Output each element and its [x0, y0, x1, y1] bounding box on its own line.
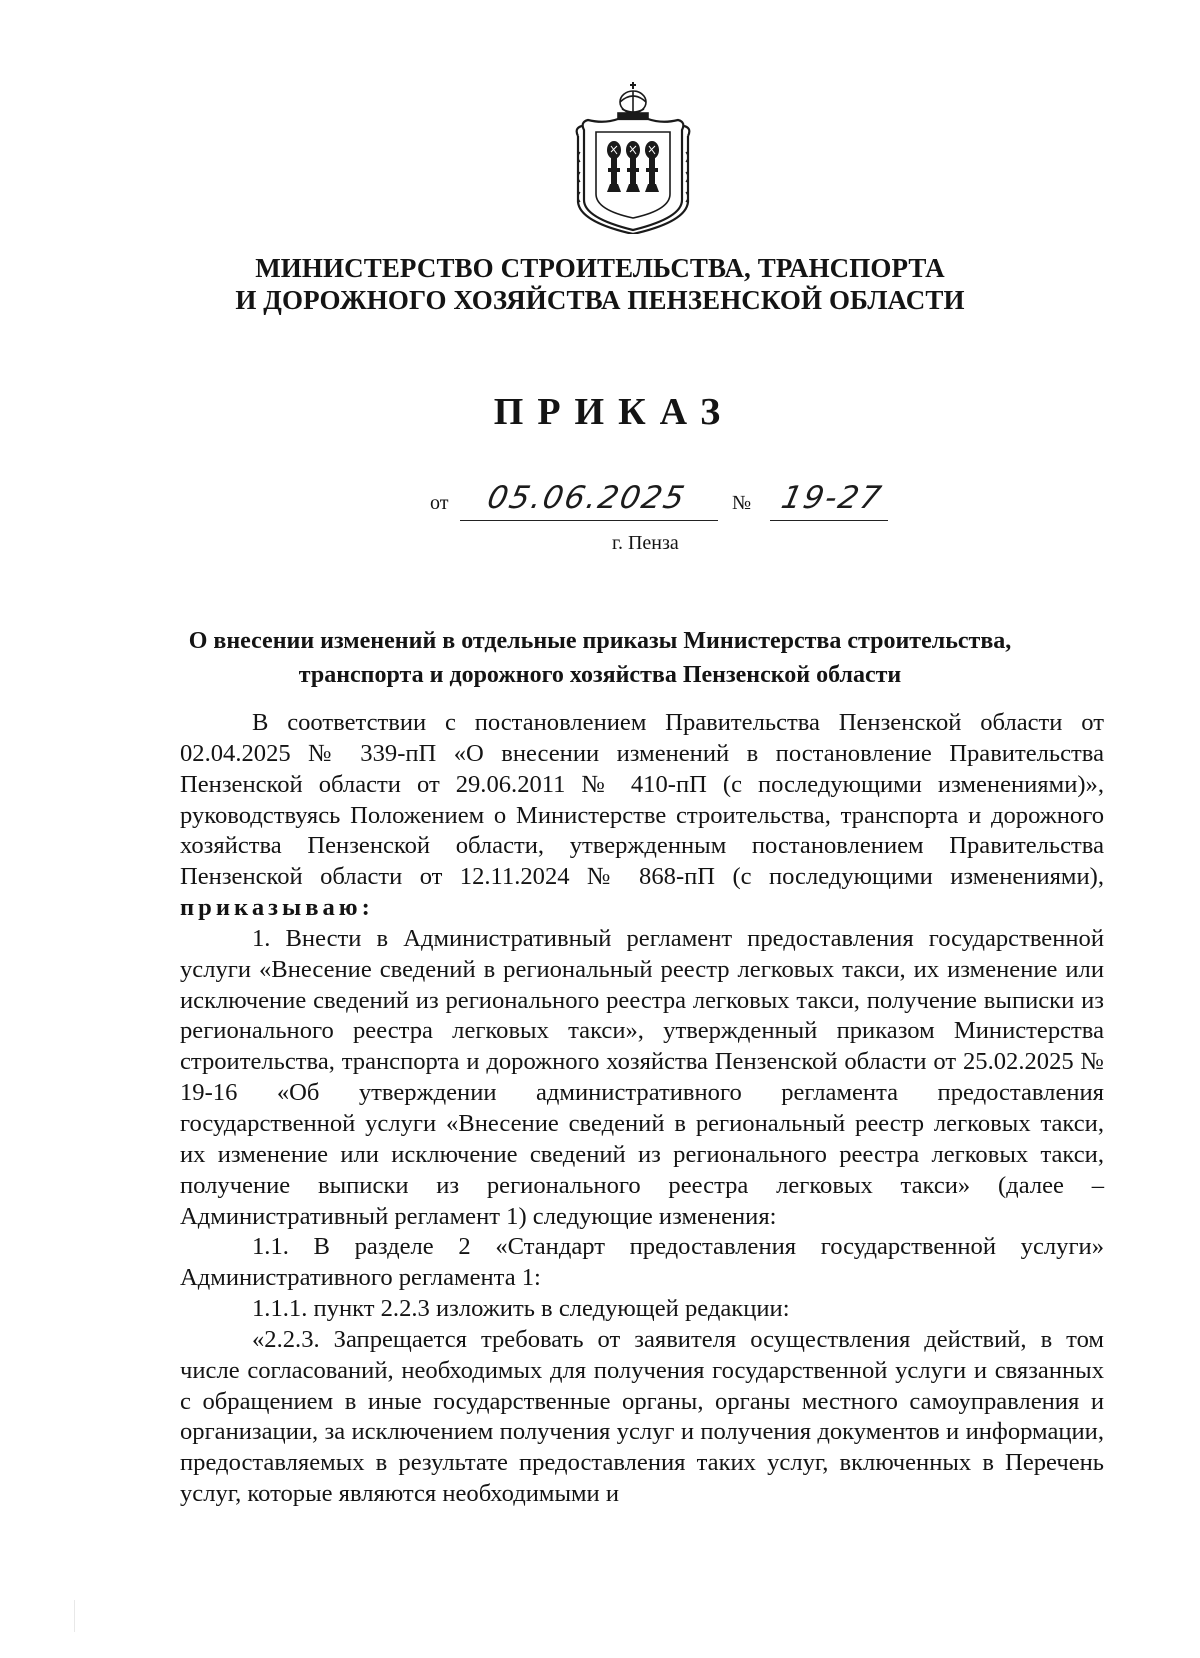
- body-paragraph-item-1-1-1: 1.1.1. пункт 2.2.3 изложить в следующей редакции:: [252, 1295, 790, 1323]
- order-date-handwritten: 05.06.2025: [484, 480, 690, 516]
- order-number-handwritten: 19-27: [778, 480, 886, 516]
- body-paragraph-item-1-1: 1.1. В разделе 2 «Стандарт предоставления государственной услуги» Административного регламента 1:: [180, 1233, 1104, 1292]
- body-paragraph-item-2-2-3: «2.2.3. Запрещается требовать от заявителя осуществления действий, в том числе согласований, необходимых для получения государственной услуги и связанных с обращением в иные государственные органы, органы местного самоуправления и организации, за исключением получения услуг и получения документов и информации, предоставляемых в результате предоставления таких услуг, включенных в Перечень услуг, которые являются необходимыми и: [180, 1325, 1104, 1508]
- body-paragraph-item-1: 1. Внести в Административный регламент предоставления государственной услуги «Внесение сведений в региональный реестр легковых такси, их изменение или исключение сведений из регионального реестра легковых такси, получение выписки из регионального реестра легковых такси», утвержденный приказом Министерства строительства, транспорта и дорожного хозяйства Пензенской области от 25.02.2025 № 19-16 «Об утверждении административного регламента предоставления государственной услуги «Внесение сведений в региональный реестр легковых такси, их изменение или исключение сведений из регионального реестра легковых такси, получение выписки из регионального реестра легковых такси» (далее – Административный регламент 1) следующие изменения:: [180, 924, 1104, 1230]
- document-body: [180, 708, 1104, 1510]
- order-title: ПРИКАЗ: [493, 391, 735, 433]
- order-command-word: приказываю:: [180, 894, 374, 922]
- number-sign: №: [732, 492, 752, 514]
- preamble-text: В соответствии с постановлением Правительства Пензенской области от 02.04.2025 № 339-пП «О внесении изменений в постановление Правительства Пензенской области от 29.06.2011 № 410-пП (с последующими изменениями)», руководствуясь Положением о Министерстве строительства, транспорта и дорожного хозяйства Пензенской области, утвержденным постановлением Правительства Пензенской области от 12.11.2024 № 868-пП (с последующими изменениями),: [180, 709, 1104, 891]
- scan-edge-mark: [74, 1600, 75, 1632]
- order-subject: [0, 624, 1200, 692]
- ministry-name: [0, 252, 1200, 316]
- city-label: г. Пенза: [612, 532, 679, 554]
- order-date-number-line: [430, 480, 890, 524]
- order-subject-line2: транспорта и дорожного хозяйства Пензенской области: [298, 662, 902, 688]
- ministry-name-line1: МИНИСТЕРСТВО СТРОИТЕЛЬСТВА, ТРАНСПОРТА: [255, 253, 945, 283]
- order-subject-line1: О внесении изменений в отдельные приказы Министерства строительства,: [188, 628, 1012, 654]
- from-label: от: [430, 492, 449, 514]
- ministry-name-line2: И ДОРОЖНОГО ХОЗЯЙСТВА ПЕНЗЕНСКОЙ ОБЛАСТИ: [235, 285, 965, 315]
- coat-of-arms-emblem: [574, 82, 692, 234]
- body-paragraph-preamble: [180, 708, 1104, 924]
